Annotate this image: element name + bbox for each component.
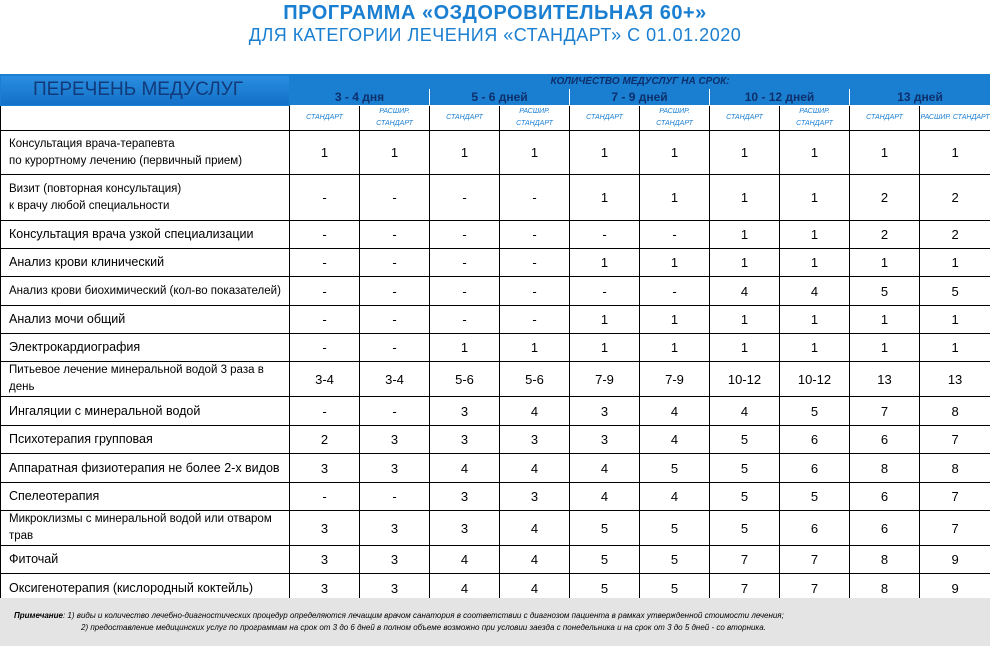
service-count-cell: 3 [290, 454, 360, 483]
service-count-cell: 3 [290, 511, 360, 546]
service-count-cell: 1 [780, 131, 850, 175]
service-count-cell: 1 [430, 334, 500, 362]
service-count-cell: 3 [570, 426, 640, 454]
service-count-cell: - [290, 334, 360, 362]
service-count-cell: 3 [430, 483, 500, 511]
service-count-cell: 2 [850, 175, 920, 221]
service-count-cell: 3 [430, 426, 500, 454]
service-count-cell: 1 [570, 131, 640, 175]
service-count-cell: 4 [500, 454, 570, 483]
service-count-cell: 5 [850, 277, 920, 306]
service-count-cell: 1 [570, 175, 640, 221]
service-count-cell: - [500, 249, 570, 277]
service-count-cell: 1 [710, 334, 780, 362]
service-count-cell: 6 [850, 426, 920, 454]
service-count-cell: 13 [920, 362, 990, 397]
title-block [0, 0, 990, 72]
service-count-cell: 7-9 [570, 362, 640, 397]
service-name: Оксигенотерапия (кислородный коктейль) [1, 574, 290, 603]
period-header: 5 - 6 дней [430, 89, 570, 106]
service-count-cell: - [360, 249, 430, 277]
service-count-cell: 7 [780, 546, 850, 574]
service-count-cell: 1 [290, 131, 360, 175]
service-count-cell: - [360, 334, 430, 362]
service-count-cell: 5 [640, 454, 710, 483]
service-count-cell: - [290, 306, 360, 334]
service-count-cell: 4 [640, 483, 710, 511]
page-title: ПРОГРАММА «ОЗДОРОВИТЕЛЬНАЯ 60+» [283, 2, 707, 24]
table-row [1, 221, 990, 249]
service-name: Питьевое лечение минеральной водой 3 раза в день [1, 362, 290, 397]
service-count-cell: 1 [710, 249, 780, 277]
service-name: Электрокардиография [1, 334, 290, 362]
service-count-cell: 1 [780, 221, 850, 249]
service-count-cell: 1 [640, 175, 710, 221]
subheader-standard: СТАНДАРТ [570, 106, 640, 131]
service-count-cell: 3 [360, 574, 430, 603]
table-row [1, 362, 990, 397]
service-count-cell: 1 [920, 249, 990, 277]
service-count-cell: 1 [640, 334, 710, 362]
service-count-cell: 1 [570, 249, 640, 277]
service-count-cell: 1 [500, 334, 570, 362]
footer-note-1-text: : 1) виды и количество лечебно-диагностических процедур определяются лечащим врачом санатория в соответствии с диагнозом пациента в рамках утвержденной стоимости лечения; [62, 611, 784, 620]
service-count-cell: 2 [290, 426, 360, 454]
service-name: Ингаляции с минеральной водой [1, 397, 290, 426]
service-count-cell: 8 [850, 546, 920, 574]
service-count-cell: 5 [710, 483, 780, 511]
service-count-cell: 5 [780, 397, 850, 426]
list-title: ПЕРЕЧЕНЬ МЕДУСЛУГ [1, 75, 290, 106]
service-count-cell: 1 [780, 306, 850, 334]
service-count-cell: 6 [780, 426, 850, 454]
service-count-cell: - [360, 397, 430, 426]
subheader-extended: РАСШИР. СТАНДАРТ [500, 106, 570, 131]
service-count-cell: 6 [850, 511, 920, 546]
service-count-cell: 1 [780, 175, 850, 221]
service-count-cell: 8 [850, 574, 920, 603]
footer-note-2: 2) предоставление медицинских услуг по программам на срок от 3 до 6 дней в полном объеме возможно при условии заезда с понедельника и на срок от 3 до 5 дней - со вторника. [81, 623, 766, 632]
service-name: Анализ крови клинический [1, 249, 290, 277]
service-count-cell: 3 [430, 511, 500, 546]
period-header: 3 - 4 дня [290, 89, 430, 106]
service-name: Микроклизмы с минеральной водой или отваром трав [1, 511, 290, 546]
service-count-cell: 1 [640, 306, 710, 334]
service-count-cell: 2 [920, 221, 990, 249]
table-row [1, 546, 990, 574]
service-count-cell: 3 [290, 574, 360, 603]
service-count-cell: - [360, 483, 430, 511]
services-table [0, 74, 990, 603]
service-count-cell: 8 [850, 454, 920, 483]
service-count-cell: - [570, 277, 640, 306]
service-count-cell: 3 [360, 454, 430, 483]
service-count-cell: - [290, 249, 360, 277]
service-count-cell: 3 [570, 397, 640, 426]
service-count-cell: 3 [360, 426, 430, 454]
table-row [1, 454, 990, 483]
service-count-cell: 3-4 [360, 362, 430, 397]
service-count-cell: 3 [360, 511, 430, 546]
service-name: Анализ крови биохимический (кол-во показателей) [1, 277, 290, 306]
service-count-cell: 10-12 [780, 362, 850, 397]
service-count-cell: 7 [710, 574, 780, 603]
service-count-cell: 4 [500, 546, 570, 574]
service-name: Психотерапия групповая [1, 426, 290, 454]
service-name: Фиточай [1, 546, 290, 574]
service-count-cell: - [500, 175, 570, 221]
service-count-cell: 6 [780, 511, 850, 546]
subheader-standard: СТАНДАРТ [290, 106, 360, 131]
service-count-cell: 1 [850, 131, 920, 175]
service-count-cell: 4 [710, 277, 780, 306]
service-count-cell: 10-12 [710, 362, 780, 397]
service-count-cell: 4 [710, 397, 780, 426]
service-count-cell: 1 [850, 306, 920, 334]
table-row [1, 397, 990, 426]
service-count-cell: 4 [500, 397, 570, 426]
service-count-cell: 4 [430, 574, 500, 603]
service-count-cell: 5 [710, 454, 780, 483]
count-label: КОЛИЧЕСТВО МЕДУСЛУГ НА СРОК: [290, 75, 990, 89]
period-header: 10 - 12 дней [710, 89, 850, 106]
service-count-cell: 3 [360, 546, 430, 574]
service-count-cell: 8 [920, 397, 990, 426]
service-count-cell: 2 [850, 221, 920, 249]
service-count-cell: - [290, 397, 360, 426]
service-count-cell: 4 [640, 397, 710, 426]
service-count-cell: 5 [570, 546, 640, 574]
service-count-cell: 5-6 [430, 362, 500, 397]
service-count-cell: 7-9 [640, 362, 710, 397]
table-row [1, 483, 990, 511]
service-count-cell: 2 [920, 175, 990, 221]
service-count-cell: - [290, 221, 360, 249]
service-count-cell: 7 [920, 483, 990, 511]
service-count-cell: 4 [780, 277, 850, 306]
service-count-cell: 4 [430, 454, 500, 483]
service-count-cell: 5 [920, 277, 990, 306]
service-count-cell: 5-6 [500, 362, 570, 397]
service-count-cell: 4 [430, 546, 500, 574]
service-count-cell: 9 [920, 546, 990, 574]
service-count-cell: 13 [850, 362, 920, 397]
service-count-cell: - [360, 221, 430, 249]
service-count-cell: 8 [920, 454, 990, 483]
table-row [1, 277, 990, 306]
service-count-cell: 4 [640, 426, 710, 454]
subheader-standard: СТАНДАРТ [430, 106, 500, 131]
service-count-cell: 5 [780, 483, 850, 511]
table-row [1, 306, 990, 334]
footer-label: Примечание [14, 611, 63, 620]
service-count-cell: 1 [850, 249, 920, 277]
service-count-cell: 5 [570, 574, 640, 603]
service-count-cell: 1 [640, 131, 710, 175]
footer-note-1 [14, 610, 784, 622]
service-count-cell: - [430, 175, 500, 221]
subheader-extended: РАСШИР. СТАНДАРТ [780, 106, 850, 131]
service-count-cell: 4 [570, 454, 640, 483]
service-count-cell: 7 [920, 426, 990, 454]
service-count-cell: 5 [570, 511, 640, 546]
service-count-cell: 4 [570, 483, 640, 511]
footer-notes [0, 598, 990, 646]
service-count-cell: 1 [710, 221, 780, 249]
service-count-cell: 9 [920, 574, 990, 603]
service-count-cell: 4 [500, 511, 570, 546]
service-count-cell: 1 [920, 306, 990, 334]
service-count-cell: 6 [850, 483, 920, 511]
subheader-blank [1, 106, 290, 131]
service-count-cell: 5 [710, 426, 780, 454]
service-name: Аппаратная физиотерапия не более 2-х видов [1, 454, 290, 483]
service-count-cell: - [570, 221, 640, 249]
service-count-cell: 5 [640, 546, 710, 574]
service-count-cell: 1 [430, 131, 500, 175]
service-count-cell: 1 [710, 175, 780, 221]
service-count-cell: 7 [780, 574, 850, 603]
service-name: Консультация врача узкой специализации [1, 221, 290, 249]
service-count-cell: 3-4 [290, 362, 360, 397]
service-count-cell: 1 [500, 131, 570, 175]
service-count-cell: 5 [640, 511, 710, 546]
service-count-cell: - [290, 483, 360, 511]
service-count-cell: 1 [710, 306, 780, 334]
service-count-cell: 1 [850, 334, 920, 362]
subheader-standard: СТАНДАРТ [710, 106, 780, 131]
service-count-cell: 6 [780, 454, 850, 483]
service-count-cell: 5 [640, 574, 710, 603]
service-count-cell: 1 [570, 306, 640, 334]
service-count-cell: 4 [500, 574, 570, 603]
service-count-cell: 1 [360, 131, 430, 175]
subheader-standard: СТАНДАРТ [850, 106, 920, 131]
service-count-cell: - [360, 277, 430, 306]
service-name: Визит (повторная консультация) к врачу любой специальности [1, 175, 290, 221]
service-count-cell: - [640, 277, 710, 306]
table-row [1, 426, 990, 454]
service-count-cell: 3 [290, 546, 360, 574]
service-count-cell: 1 [920, 334, 990, 362]
service-count-cell: - [430, 277, 500, 306]
service-count-cell: - [500, 306, 570, 334]
service-count-cell: 1 [570, 334, 640, 362]
table-row [1, 175, 990, 221]
service-count-cell: 7 [710, 546, 780, 574]
service-count-cell: - [640, 221, 710, 249]
subheader-extended: РАСШИР. СТАНДАРТ [640, 106, 710, 131]
table-body [1, 131, 990, 603]
service-count-cell: - [290, 277, 360, 306]
service-count-cell: 7 [920, 511, 990, 546]
service-name: Спелеотерапия [1, 483, 290, 511]
subheader-extended: РАСШИР. СТАНДАРТ [920, 106, 990, 131]
service-count-cell: - [360, 175, 430, 221]
service-count-cell: 1 [780, 334, 850, 362]
service-count-cell: - [430, 221, 500, 249]
service-count-cell: 3 [500, 426, 570, 454]
service-count-cell: 5 [710, 511, 780, 546]
service-count-cell: 3 [430, 397, 500, 426]
service-count-cell: - [430, 306, 500, 334]
table-row [1, 131, 990, 175]
service-count-cell: - [360, 306, 430, 334]
service-count-cell: 3 [500, 483, 570, 511]
service-count-cell: 7 [850, 397, 920, 426]
period-header: 13 дней [850, 89, 990, 106]
service-count-cell: 1 [920, 131, 990, 175]
service-count-cell: 1 [640, 249, 710, 277]
period-header: 7 - 9 дней [570, 89, 710, 106]
service-count-cell: 1 [710, 131, 780, 175]
subheader-extended: РАСШИР. СТАНДАРТ [360, 106, 430, 131]
service-count-cell: - [430, 249, 500, 277]
table-row [1, 334, 990, 362]
service-count-cell: - [290, 175, 360, 221]
service-name: Консультация врача-терапевта по курортному лечению (первичный прием) [1, 131, 290, 175]
table-row [1, 249, 990, 277]
service-count-cell: - [500, 277, 570, 306]
service-count-cell: - [500, 221, 570, 249]
page-subtitle: ДЛЯ КАТЕГОРИИ ЛЕЧЕНИЯ «СТАНДАРТ» С 01.01.2020 [248, 25, 742, 45]
service-count-cell: 1 [780, 249, 850, 277]
service-name: Анализ мочи общий [1, 306, 290, 334]
table-row [1, 511, 990, 546]
